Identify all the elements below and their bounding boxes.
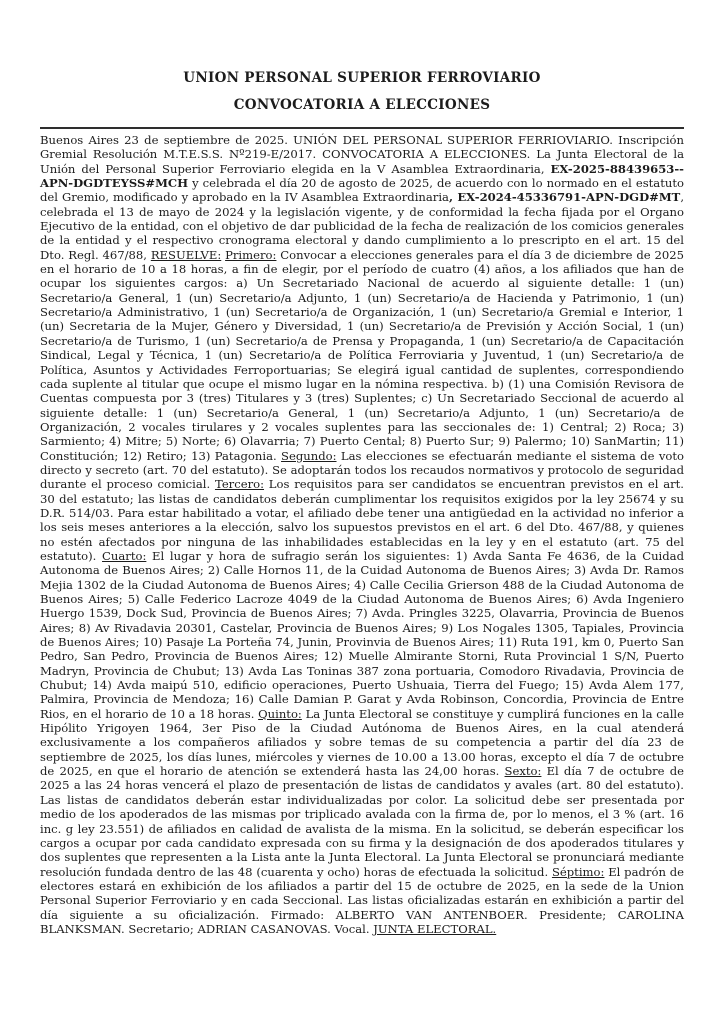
text-run: JUNTA ELECTORAL. <box>373 921 497 936</box>
text-run: Buenos Aires 23 de septiembre de 2025. UNIÓN DEL PERSONAL SUPERIOR FERRIOVIARIO. Inscripción Gremial Resolución M.T.E.S.S. Nº219-E/2017. CONVOCATORIA A ELECCIONES. La Junta Electoral de la Unión del Personal Superior Ferroviario elegida en la V Asamblea Extraordinaria, <box>40 133 684 176</box>
header-divider <box>40 127 684 936</box>
text-run: Las elecciones se efectuarán mediante el sistema de voto directo y secreto (art. 70 del estatuto). Se adoptarán todos los recaudos normativos y protocolo de seguridad durante el proceso comicial. <box>40 448 684 492</box>
text-run: Los requisitos para ser candidatos se encuentran previstos en el art. 30 del estatuto; las listas de candidatos deberán cumplimentar los requisitos exigidos por la ley 25674 y su D.R. 514/03. Para estar habilitado a votar, el afiliado debe tener una antigüedad en la actividad no inferior a los seis meses anteriores a la elección, salvo los supuestos previstos en el art. 6 del Dto. 467/88, y quienes no estén afectados por ninguna de las inhabilidades establecidas en la ley y en el estatuto (art. 75 del estatuto). <box>40 477 684 563</box>
text-run: , EX-2024-45336791-APN-DGD#MT <box>448 190 681 205</box>
text-run: , celebrada el 13 de mayo de 2024 y la legislación vigente, y de conformidad la fecha fijada por el Organo Ejecutivo de la entidad, con el objetivo de dar publicidad de la fecha de realización de los comicios generales de la entidad y el respectivo cronograma electoral y dando cumplimiento a lo prescripto en el art. 15 del Dto. Regl. 467/88, <box>40 190 684 262</box>
text-run: EX-2025-88439653--APN-DGDTEYSS#MCH <box>40 161 684 191</box>
text-run: Séptimo: <box>551 864 605 879</box>
text-run: RESUELVE: <box>150 247 222 262</box>
document-subtitle: CONVOCATORIA A ELECCIONES <box>233 97 491 113</box>
text-run: Cuarto: <box>102 548 147 563</box>
text-run: Convocar a elecciones generales para el día 3 de diciembre de 2025 en el horario de 10 a 18 horas, a fin de elegir, por el período de cuatro (4) años, a los afiliados que han de ocupar los siguientes cargos: a) Un Secretariado Nacional de acuerdo al siguiente detalle: 1 (un) Secretario/a General, 1 (un) Secretario/a Adjunto, 1 (un) Secretario/a de Hacienda y Patrimonio, 1 (un) Secretario/a Administrativo, 1 (un) Secretario/a de Organización, 1 (un) Secretario/a Gremial e Interior, 1 (un) Secretaria de la Mujer, Género y Diversidad, 1 (un) Secretario/a de Previsión y Acción Social, 1 (un) Secretario/a de Turismo, 1 (un) Secretario/a de Prensa y Propaganda, 1 (un) Secretario/a de Capacitación Sindical, Legal y Técnica, 1 (un) Secretario/a de Política Ferroviaria y Juventud, 1 (un) Secretario/a de Política, Asuntos y Actividades Ferroportuarias; Se elegirá igual cantidad de suplentes, correspondiendo cada suplente al titular que ocupe el mismo lugar en la nómina respectiva. b) (1) una Comisión Revisora de Cuentas compuesta por 3 (tres) Titulares y 3 (tres) Suplentes; c) Un Secretariado Seccional de acuerdo al siguiente detalle: 1 (un) Secretario/a General, 1 (un) Secretario/a Adjunto, 1 (un) Secretario/a de Organización, 2 vocales tirulares y 2 vocales suplentes para las seccionales de: 1) Central; 2) Roca; 3) Sarmiento; 4) Mitre; 5) Norte; 6) Olavarria; 7) Puerto Cental; 8) Puerto Sur; 9) Palermo; 10) SanMartin; 11) Constitución; 12) Retiro; 13) Patagonia. <box>40 247 684 463</box>
document-title: UNION PERSONAL SUPERIOR FERROVIARIO <box>183 70 541 86</box>
text-run: Quinto: <box>258 706 302 721</box>
text-run: Primero: <box>225 247 277 262</box>
text-run: El lugar y hora de sufragio serán los siguientes: 1) Avda Santa Fe 4636, de la Cuidad Autonoma de Buenos Aires; 2) Calle Hornos 11, de la Cuidad Autonoma de Buenos Aires; 3) Avda Dr. Ramos Mejia 1302 de la Ciudad Autonoma de Buenos Aires; 4) Calle Cecilia Grierson 488 de la Ciudad Autonoma de Buenos Aires; 5) Calle Federico Lacroze 4049 de la Ciudad Autonoma de Buenos Aires; 6) Avda Ingeniero Huergo 1539, Dock Sud, Provincia de Buenos Aires; 7) Avda. Pringles 3225, Olavarria, Provincia de Buenos Aires; 8) Av Rivadavia 20301, Castelar, Provincia de Buenos Aires; 9) Los Nogales 1305, Tapiales, Provincia de Buenos Aires; 10) Pasaje La Porteña 74, Junin, Provinvia de Buenos Aires; 11) Ruta 191, km 0, Puerto San Pedro, San Pedro, Provincia de Buenos Aires; 12) Muelle Almirante Storni, Ruta Provincial 1 S/N, Puerto Madryn, Provincia de Chubut; 13) Avda Las Toninas 387 zona portuaria, Comodoro Rivadavia, Provincia de Chubut; 14) Avda maipú 510, edificio operaciones, Puerto Ushuaia, Tierra del Fuego; 15) Avda Alem 177, Palmira, Provincia de Mendoza; 16) Calle Damian P. Garat y Avda Robinson, Concordia, Provincia de Entre Rios, en el horario de 10 a 18 horas. <box>40 548 684 721</box>
text-run: El padrón de electores estará en exhibición de los afiliados a partir del 15 de octubre de 2025, en la sede de la Union Personal Superior Ferroviario y en cada Seccional. Las listas oficializadas estarán en exhibición a partir del día siguiente a su oficialización. Firmado: ALBERTO VAN ANTENBOER. Presidente; CAROLINA BLANKSMAN. Secretario; ADRIAN CASANOVAS. Vocal. <box>40 864 684 936</box>
text-run: y celebrada el día 20 de agosto de 2025, de acuerdo con lo normado en el estatuto del Gremio, modificado y aprobado en la IV Asamblea Extraordinaria <box>40 176 684 205</box>
document-body <box>40 133 684 936</box>
text-run: La Junta Electoral se constituye y cumplirá funciones en la calle Hipólito Yrigoyen 1964, 3er Piso de la Ciudad Autónoma de Buenos Aires, en la cual atenderá exclusivamente a los compañeros afiliados y sobre temas de su competencia a partir del día 23 de septiembre de 2025, los días lunes, miércoles y viernes de 10.00 a 13.00 horas, excepto el día 7 de octubre de 2025, en que el horario de atención se extenderá hasta las 24,00 horas. <box>40 706 684 779</box>
text-run: Sexto: <box>504 764 542 779</box>
text-run: El día 7 de octubre de 2025 a las 24 horas vencerá el plazo de presentación de listas de candidatos y avales (art. 80 del estatuto). Las listas de candidatos deberán estar individualizadas por color. La solicitud debe ser presentada por medio de los apoderados de las mismas por triplicado avalada con la firma de, por lo menos, el 3 % (art. 16 inc. g ley 23.551) de afiliados en calidad de avalista de la misma. En la solicitud, se deberán especificar los cargos a ocupar por cada candidato expresada con su firma y la designación de dos apoderados titulares y dos suplentes que representen a la Lista ante la Junta Electoral. La Junta Electoral se pronunciará mediante resolución fundada dentro de las 48 (cuarenta y ocho) horas de efectuada la solicitud. <box>40 764 684 879</box>
text-run: Tercero: <box>214 477 265 492</box>
text-run: Segundo: <box>281 448 337 463</box>
